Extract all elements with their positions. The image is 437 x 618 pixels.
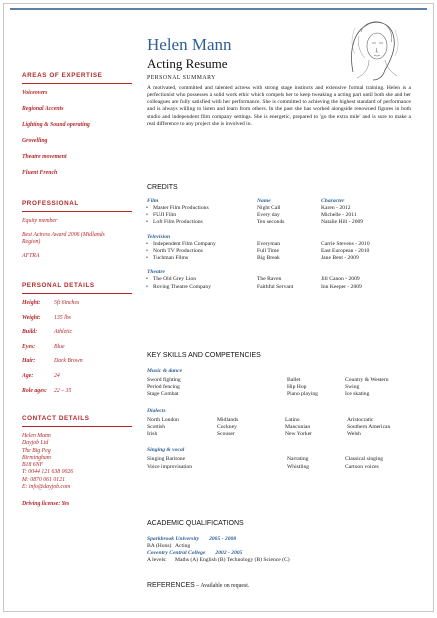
- expertise-item: Lighting & Sound operating: [22, 122, 90, 129]
- summary-text: A motivated, committed and talented actress with strong stage instincts and extensive formal training. Helen is a perfectionist who possesses a solid work ethic which compels her to keep tweaking a acting part until both she and her colleagues are fully satisfied with her performance. She is committed to achieving the highest standard of performance and is always willing to listen and learn from others. In the past she has worked alongside renowned figures in both studio and independent film company settings. She is energetic, prepared to 'go the extra mile' and is sure to make a real difference to any project she is involved in.: [147, 85, 411, 127]
- college-row: Coventry Central College 2002 - 2005: [147, 550, 243, 557]
- details-title: PERSONAL DETAILS: [22, 282, 132, 294]
- detail-row: Age: 24: [22, 372, 60, 379]
- contact-line: Dayjob Ltd: [22, 440, 49, 447]
- university-row: Sparkbrook University 2005 - 2008: [147, 536, 237, 542]
- expertise-item: Voiceovers: [22, 90, 48, 97]
- skill-row: Scottish Cockney Mancunian Southern American: [147, 423, 391, 430]
- references-title: REFERENCES: [147, 582, 195, 589]
- credit-row: • Independent Film Company Everyman Carrie Stevens - 2010: [147, 241, 415, 248]
- detail-row: Weight: 135 lbs: [22, 314, 71, 321]
- skill-row: North London Midlands Latino Aristocratic: [147, 416, 374, 423]
- skill-row: Period fencing Hip Hop Swing: [147, 384, 360, 391]
- credit-row: • North TV Productions Full Time East European - 2010: [147, 248, 415, 255]
- detail-row: Height: 5ft 6inches: [22, 300, 80, 307]
- music-label: Music & dance: [147, 368, 183, 374]
- detail-row: Role ages: 22 – 35: [22, 387, 72, 394]
- contact-line: M: 0870 061 0121: [22, 476, 65, 483]
- degree-row: BA (Hons) Acting: [147, 543, 191, 550]
- expertise-list: [22, 90, 132, 178]
- professional-item: Equity member: [22, 218, 58, 225]
- professional-item: AFTRA: [22, 252, 40, 259]
- contact-block: [22, 433, 132, 491]
- professional-title: PROFESSIONAL: [22, 200, 132, 212]
- summary-label: PERSONAL SUMMARY: [147, 75, 216, 81]
- expertise-item: Regional Accents: [22, 106, 64, 113]
- skill-row: Stage Combat Piano playing Ice skating: [147, 391, 370, 398]
- skills-title: KEY SKILLS AND COMPETENCIES: [147, 352, 261, 359]
- professional-item: Best Actress Award 2006 (Midlands Region): [22, 231, 105, 246]
- resume-title: Acting Resume: [147, 56, 228, 71]
- top-rule: [10, 8, 427, 10]
- references-row: [147, 582, 415, 591]
- detail-row: Hair: Dark Brown: [22, 358, 83, 365]
- detail-row: Build: Athletic: [22, 329, 73, 336]
- portrait-sketch: [339, 12, 403, 82]
- expertise-item: Grovelling: [22, 138, 48, 145]
- qualifications-block: [147, 536, 415, 565]
- resume-page: [3, 3, 434, 612]
- skill-row: Sword fighting Ballet Country & Western: [147, 377, 389, 384]
- expertise-item: Fluent French: [22, 170, 58, 177]
- driving-license: Driving license: Yes: [22, 501, 70, 508]
- credits-block: [147, 198, 415, 291]
- credit-row: • FUJI Film Every day Michelle - 2011: [147, 212, 415, 219]
- skill-row: Singing Baritone Narrating Classical singing: [147, 456, 384, 463]
- credits-title: CREDITS: [147, 184, 178, 191]
- expertise-title: AREAS OF EXPERTISE: [22, 72, 132, 84]
- contact-title: CONTACT DETAILS: [22, 415, 132, 427]
- credit-row: • Master Film Productions Night Call Karen - 2012: [147, 205, 415, 212]
- sidebar: [22, 72, 132, 509]
- contact-line: T: 0044 121 638 0026: [22, 469, 74, 476]
- tv-label: Television: [147, 233, 171, 240]
- singing-label: Singing & vocal: [147, 447, 185, 454]
- skill-row: Voice improvisation Whistling Cartoon voices: [147, 463, 379, 470]
- contact-line: Birmingham: [22, 454, 51, 461]
- contact-line: B18 6NF: [22, 462, 44, 469]
- contact-email[interactable]: E: info@dayjob.com: [22, 483, 71, 490]
- references-text: – Available on request.: [194, 583, 250, 589]
- dialects-label: Dialects: [147, 407, 166, 414]
- credit-row: • Loft Film Productions Ten seconds Natalie Hill - 2009: [147, 219, 415, 226]
- skills-block: [147, 368, 415, 471]
- expertise-item: Theatre movement: [22, 154, 67, 161]
- skill-row: Irish Scouser New Yorker Welsh: [147, 431, 361, 438]
- candidate-name: Helen Mann: [147, 35, 232, 54]
- contact-line: Helen Mann: [22, 433, 51, 440]
- credits-header: Film Name Character: [147, 198, 345, 204]
- detail-row: Eyes: Blue: [22, 343, 65, 350]
- alevels-row: A levels: Maths (A) English (B) Technology (B) Science (C): [147, 557, 290, 564]
- theatre-label: Theatre: [147, 269, 166, 276]
- qualifications-title: ACADEMIC QUALIFICATIONS: [147, 520, 244, 527]
- credit-row: • Roving Theatre Company Faithful Servant Inn Keeper - 2009: [147, 284, 415, 291]
- credit-row: • Tuchman Films Big Break Jane Bent - 2009: [147, 255, 415, 262]
- contact-line: The Big Peg: [22, 447, 51, 454]
- credit-row: • The Old Grey Lion The Raven Jill Canon - 2009: [147, 276, 415, 283]
